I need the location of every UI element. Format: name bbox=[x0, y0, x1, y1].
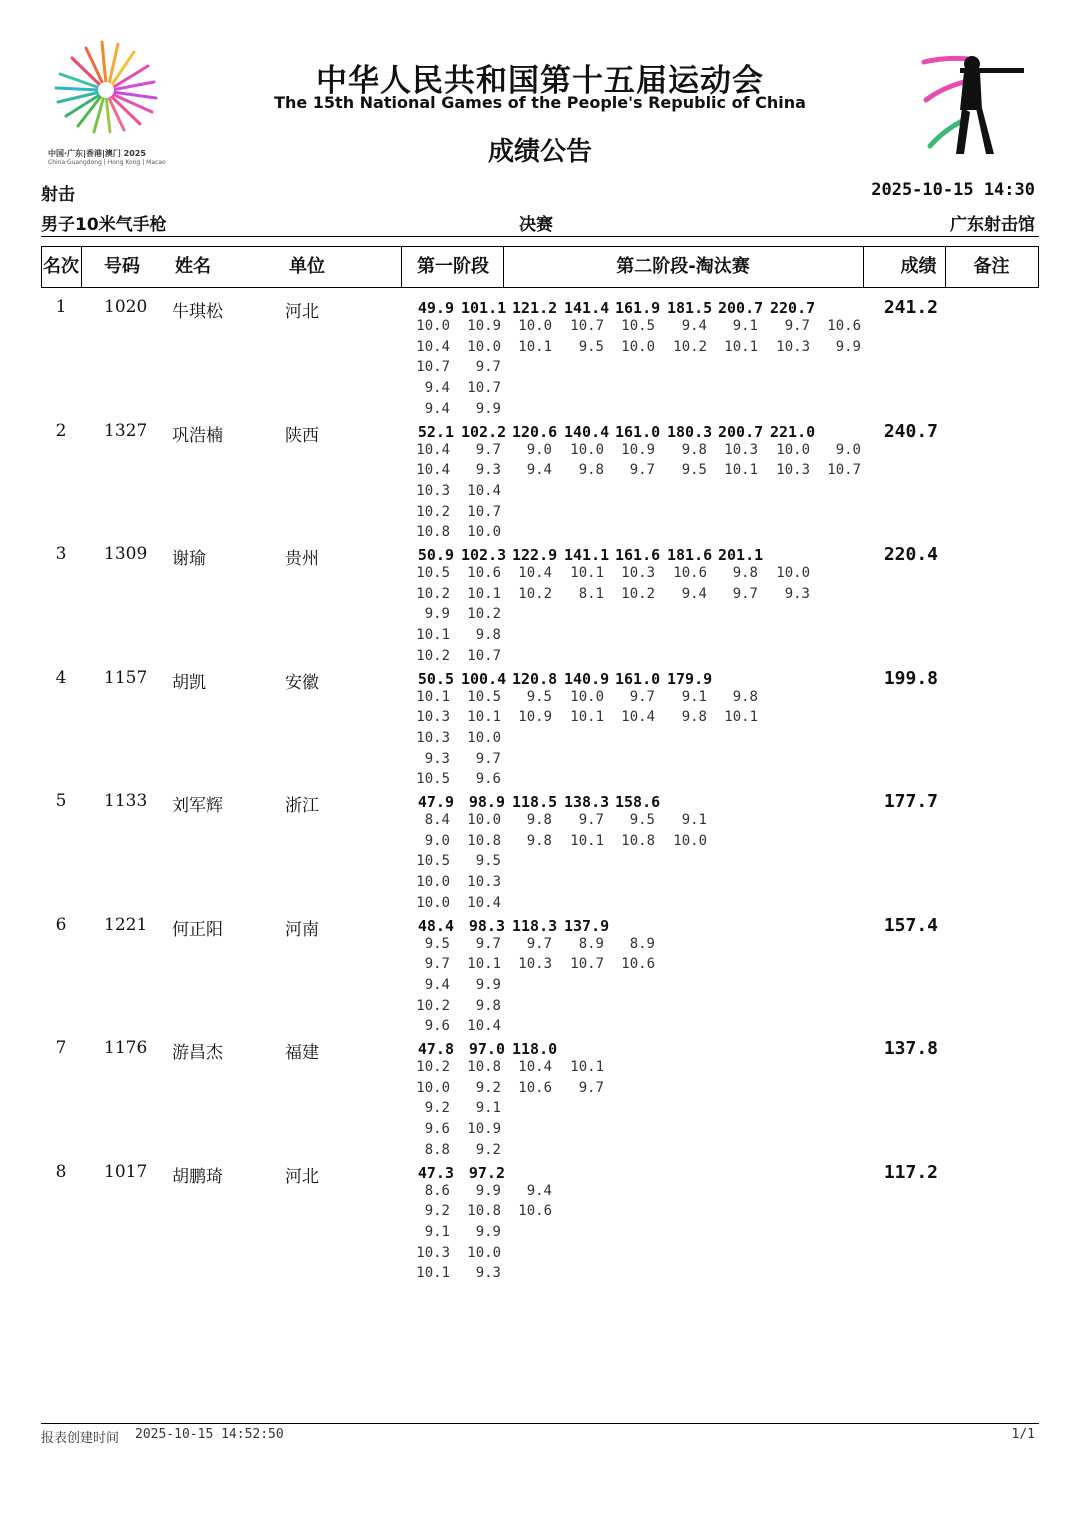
stage2-shot: 9.4 bbox=[681, 318, 707, 334]
stage1-shot: 9.3 bbox=[424, 750, 450, 767]
stage2-shot: 9.4 bbox=[681, 585, 707, 602]
col-rank: 名次 bbox=[43, 256, 79, 277]
cumulative-score: 97.0 bbox=[468, 1040, 505, 1058]
stage1-shot: 10.4 bbox=[416, 441, 450, 458]
athlete-name: 胡凯 bbox=[172, 672, 206, 693]
cumulative-score: 52.1 bbox=[417, 422, 454, 441]
stage2-shot: 10.0 bbox=[570, 688, 604, 705]
stage1-shot: 10.3 bbox=[416, 482, 450, 499]
stage1-shot: 9.0 bbox=[424, 832, 450, 849]
stage2-shot: 9.7 bbox=[784, 318, 810, 334]
team-cell: 浙江 bbox=[285, 796, 319, 816]
bib-cell: 1017 bbox=[104, 1161, 148, 1182]
cumulative-score: 220.7 bbox=[770, 299, 816, 317]
stage2-shot: 9.7 bbox=[578, 812, 604, 828]
stage1-shot: 9.5 bbox=[475, 853, 501, 870]
stage1-shot: 10.1 bbox=[416, 688, 450, 705]
stage2-shot: 8.9 bbox=[578, 935, 604, 952]
stage2-shot: 10.6 bbox=[518, 1079, 552, 1096]
cumulative-score: 180.3 bbox=[667, 422, 713, 441]
cumulative-score: 141.1 bbox=[564, 546, 610, 564]
cumulative-score: 200.7 bbox=[718, 299, 764, 317]
stage2-shot: 9.7 bbox=[629, 462, 655, 479]
stage1-shot: 9.4 bbox=[424, 380, 450, 397]
stage1-shot: 10.7 bbox=[467, 380, 501, 397]
stage1-shot: 10.3 bbox=[416, 709, 450, 726]
stage2-shot: 9.9 bbox=[835, 338, 861, 355]
logo-caption: 中国·广东|香港|澳门 2025 bbox=[48, 149, 146, 158]
cumulative-score: 47.8 bbox=[417, 1040, 454, 1058]
cumulative-score: 98.9 bbox=[468, 793, 505, 811]
stage2-shot: 10.7 bbox=[827, 462, 861, 479]
cumulative-score: 102.2 bbox=[461, 422, 507, 441]
stage2-shot: 8.1 bbox=[578, 585, 604, 602]
stage2-shot: 10.4 bbox=[518, 1059, 552, 1075]
stage1-shot: 9.1 bbox=[475, 1100, 501, 1117]
stage1-shot: 10.9 bbox=[467, 318, 501, 334]
stage2-shot: 10.2 bbox=[673, 338, 707, 355]
stage2-shot: 10.1 bbox=[724, 709, 758, 726]
stage1-shot: 10.0 bbox=[416, 1079, 450, 1096]
stage2-shot: 10.0 bbox=[776, 565, 810, 581]
stage2-shot: 9.8 bbox=[526, 812, 552, 828]
stage2-shot: 10.4 bbox=[621, 709, 655, 726]
stage1-shot: 10.3 bbox=[467, 874, 501, 891]
cumulative-score: 120.6 bbox=[512, 422, 558, 441]
stage1-shot: 10.8 bbox=[467, 1203, 501, 1220]
logo-caption-en: China·Guangdong | Hong Kong | Macao bbox=[48, 159, 166, 166]
stage1-shot: 10.9 bbox=[467, 1121, 501, 1138]
athlete-name: 牛琪松 bbox=[172, 302, 223, 322]
athlete-name: 刘军辉 bbox=[172, 796, 223, 816]
athlete-name: 胡鹏琦 bbox=[172, 1166, 223, 1187]
stage2-shot: 10.0 bbox=[673, 832, 707, 849]
cumulative-score: 118.3 bbox=[512, 916, 558, 935]
team-cell: 河北 bbox=[285, 302, 319, 322]
stage1-shot: 10.0 bbox=[416, 874, 450, 891]
cumulative-score: 47.9 bbox=[417, 793, 454, 811]
bib-cell: 1309 bbox=[104, 544, 148, 564]
cumulative-score: 181.6 bbox=[667, 546, 713, 564]
stage1-shot: 9.1 bbox=[424, 1223, 450, 1240]
cumulative-score: 98.3 bbox=[468, 916, 505, 935]
page-title-en: The 15th National Games of the People's Republic of China bbox=[274, 93, 806, 112]
stage1-shot: 10.0 bbox=[416, 318, 450, 334]
report-subtitle: 成绩公告 bbox=[487, 137, 592, 167]
stage2-shot: 10.5 bbox=[621, 318, 655, 334]
stage2-shot: 9.7 bbox=[732, 585, 758, 602]
cumulative-score: 50.5 bbox=[417, 669, 454, 688]
stage1-shot: 10.5 bbox=[416, 771, 450, 788]
cumulative-score: 161.0 bbox=[615, 669, 661, 688]
page-title: 中华人民共和国第十五届运动会 bbox=[316, 63, 764, 99]
stage2-shot: 10.9 bbox=[518, 709, 552, 726]
stage1-shot: 9.2 bbox=[475, 1079, 501, 1096]
team-cell: 贵州 bbox=[285, 549, 319, 569]
col-name: 姓名 bbox=[175, 256, 211, 277]
stage1-shot: 10.0 bbox=[467, 812, 501, 828]
stage2-shot: 9.8 bbox=[681, 441, 707, 458]
athlete-name: 游昌杰 bbox=[172, 1043, 223, 1063]
stage1-shot: 10.4 bbox=[416, 338, 450, 355]
stage2-shot: 9.8 bbox=[732, 565, 758, 581]
stage2-shot: 9.8 bbox=[578, 462, 604, 479]
cumulative-score: 200.7 bbox=[718, 422, 764, 441]
athlete-name: 何正阳 bbox=[172, 919, 223, 940]
stage1-shot: 10.2 bbox=[416, 997, 450, 1014]
stage1-shot: 10.4 bbox=[467, 482, 501, 499]
stage2-shot: 10.3 bbox=[776, 462, 810, 479]
cumulative-score: 140.9 bbox=[564, 669, 610, 688]
venue-name: 广东射击馆 bbox=[950, 215, 1035, 235]
team-cell: 安徽 bbox=[285, 672, 319, 693]
stage2-shot: 9.8 bbox=[681, 709, 707, 726]
stage2-shot: 9.4 bbox=[526, 462, 552, 479]
stage2-shot: 9.8 bbox=[732, 688, 758, 705]
stage2-shot: 9.4 bbox=[526, 1182, 552, 1199]
team-cell: 河北 bbox=[285, 1166, 319, 1187]
stage2-shot: 9.1 bbox=[681, 812, 707, 828]
cumulative-score: 100.4 bbox=[461, 669, 507, 688]
stage2-shot: 10.3 bbox=[724, 441, 758, 458]
col-bib: 号码 bbox=[104, 256, 140, 277]
stage1-shot: 10.7 bbox=[416, 359, 450, 376]
stage1-shot: 9.9 bbox=[475, 976, 501, 993]
stage1-shot: 10.8 bbox=[467, 832, 501, 849]
report-datetime: 2025-10-15 14:30 bbox=[871, 180, 1035, 200]
stage2-shot: 10.0 bbox=[776, 441, 810, 458]
team-cell: 陕西 bbox=[285, 425, 319, 446]
stage2-shot: 9.7 bbox=[629, 688, 655, 705]
stage1-shot: 10.2 bbox=[416, 503, 450, 520]
total-score: 137.8 bbox=[883, 1038, 938, 1059]
stage1-shot: 10.0 bbox=[467, 338, 501, 355]
stage1-shot: 10.0 bbox=[467, 524, 501, 541]
stage2-shot: 9.0 bbox=[526, 441, 552, 458]
rank-cell: 6 bbox=[55, 914, 67, 935]
cumulative-score: 50.9 bbox=[417, 546, 454, 564]
stage1-shot: 9.7 bbox=[475, 359, 501, 376]
stage2-shot: 10.3 bbox=[776, 338, 810, 355]
stage1-shot: 10.3 bbox=[416, 1244, 450, 1261]
stage1-shot: 10.4 bbox=[467, 1018, 501, 1035]
stage2-shot: 9.0 bbox=[835, 441, 861, 458]
stage1-shot: 9.8 bbox=[475, 627, 501, 644]
stage2-shot: 10.8 bbox=[621, 832, 655, 849]
stage1-shot: 10.1 bbox=[467, 956, 501, 973]
stage2-shot: 10.6 bbox=[518, 1203, 552, 1220]
total-score: 240.7 bbox=[883, 420, 938, 442]
stage1-shot: 10.5 bbox=[416, 565, 450, 581]
stage2-shot: 10.3 bbox=[621, 565, 655, 581]
total-score: 177.7 bbox=[883, 791, 938, 812]
stage1-shot: 9.7 bbox=[475, 935, 501, 952]
stage1-shot: 10.0 bbox=[467, 1244, 501, 1261]
stage1-shot: 10.3 bbox=[416, 729, 450, 746]
stage1-shot: 10.5 bbox=[467, 688, 501, 705]
stage2-shot: 10.7 bbox=[570, 956, 604, 973]
stage2-shot: 10.2 bbox=[621, 585, 655, 602]
stage1-shot: 9.7 bbox=[475, 441, 501, 458]
stage1-shot: 10.1 bbox=[416, 1265, 450, 1282]
page-number: 1/1 bbox=[1011, 1427, 1035, 1442]
stage1-shot: 10.1 bbox=[467, 709, 501, 726]
total-score: 199.8 bbox=[883, 667, 938, 689]
stage2-shot: 9.5 bbox=[578, 338, 604, 355]
stage1-shot: 9.2 bbox=[475, 1141, 501, 1158]
stage2-shot: 9.7 bbox=[526, 935, 552, 952]
stage1-shot: 10.1 bbox=[416, 627, 450, 644]
bib-cell: 1327 bbox=[104, 420, 148, 441]
total-score: 220.4 bbox=[883, 544, 938, 565]
stage1-shot: 9.4 bbox=[424, 400, 450, 417]
stage1-shot: 9.3 bbox=[475, 1265, 501, 1282]
stage1-shot: 8.8 bbox=[424, 1141, 450, 1158]
cumulative-score: 137.9 bbox=[564, 916, 610, 935]
cumulative-score: 138.3 bbox=[564, 793, 610, 811]
stage2-shot: 10.1 bbox=[518, 338, 552, 355]
cumulative-score: 101.1 bbox=[461, 299, 507, 317]
col-stage1: 第一阶段 bbox=[417, 256, 489, 277]
stage1-shot: 10.4 bbox=[416, 462, 450, 479]
bib-cell: 1157 bbox=[104, 667, 148, 688]
athlete-name: 巩浩楠 bbox=[172, 425, 223, 446]
cumulative-score: 179.9 bbox=[667, 669, 713, 688]
footer-divider bbox=[41, 1423, 1039, 1424]
stage2-shot: 9.7 bbox=[578, 1079, 604, 1096]
stage2-shot: 8.9 bbox=[629, 935, 655, 952]
rank-cell: 8 bbox=[55, 1161, 67, 1182]
stage2-shot: 10.1 bbox=[570, 565, 604, 581]
stage1-shot: 9.6 bbox=[475, 771, 501, 788]
stage1-shot: 9.6 bbox=[424, 1018, 450, 1035]
stage1-shot: 10.1 bbox=[467, 585, 501, 602]
created-at: 2025-10-15 14:52:50 bbox=[135, 1427, 284, 1442]
col-team: 单位 bbox=[289, 256, 325, 277]
stage1-shot: 10.2 bbox=[416, 647, 450, 664]
team-cell: 河南 bbox=[285, 919, 319, 940]
rank-cell: 1 bbox=[55, 297, 67, 317]
stage2-shot: 10.3 bbox=[518, 956, 552, 973]
stage2-shot: 9.1 bbox=[681, 688, 707, 705]
stage1-shot: 8.4 bbox=[424, 812, 450, 828]
stage2-shot: 10.6 bbox=[621, 956, 655, 973]
stage2-shot: 10.4 bbox=[518, 565, 552, 581]
stage2-shot: 10.1 bbox=[570, 1059, 604, 1075]
stage1-shot: 10.2 bbox=[467, 606, 501, 623]
stage2-shot: 10.9 bbox=[621, 441, 655, 458]
stage1-shot: 8.6 bbox=[424, 1182, 450, 1199]
athlete-name: 谢瑜 bbox=[172, 549, 206, 569]
stage1-shot: 10.5 bbox=[416, 853, 450, 870]
stage2-shot: 10.0 bbox=[518, 318, 552, 334]
stage1-shot: 10.4 bbox=[467, 894, 501, 911]
rank-cell: 3 bbox=[55, 544, 67, 564]
cumulative-score: 97.2 bbox=[468, 1163, 505, 1182]
bib-cell: 1176 bbox=[104, 1038, 148, 1058]
cumulative-score: 201.1 bbox=[718, 546, 764, 564]
total-score: 157.4 bbox=[883, 914, 938, 936]
stage1-shot: 9.9 bbox=[475, 1182, 501, 1199]
rank-cell: 4 bbox=[55, 667, 67, 688]
stage1-shot: 9.3 bbox=[475, 462, 501, 479]
stage1-shot: 10.0 bbox=[416, 894, 450, 911]
stage2-shot: 10.1 bbox=[570, 832, 604, 849]
stage2-shot: 9.8 bbox=[526, 832, 552, 849]
cumulative-score: 141.4 bbox=[564, 299, 610, 317]
header-divider bbox=[41, 236, 1039, 237]
stage2-shot: 10.1 bbox=[724, 462, 758, 479]
stage2-shot: 10.1 bbox=[724, 338, 758, 355]
stage1-shot: 10.2 bbox=[416, 1059, 450, 1075]
stage1-shot: 9.9 bbox=[424, 606, 450, 623]
cumulative-score: 120.8 bbox=[512, 669, 558, 688]
stage2-shot: 10.0 bbox=[621, 338, 655, 355]
cumulative-score: 161.6 bbox=[615, 546, 661, 564]
total-score: 241.2 bbox=[883, 297, 938, 318]
sport-label: 射击 bbox=[41, 185, 75, 205]
stage2-shot: 9.5 bbox=[681, 462, 707, 479]
created-label: 报表创建时间 bbox=[41, 1431, 120, 1446]
stage1-shot: 9.5 bbox=[424, 935, 450, 952]
cumulative-score: 48.4 bbox=[417, 916, 454, 935]
cumulative-score: 161.0 bbox=[615, 422, 661, 441]
col-stage2: 第二阶段-淘汰赛 bbox=[616, 256, 750, 277]
cumulative-score: 122.9 bbox=[512, 546, 558, 564]
cumulative-score: 158.6 bbox=[615, 793, 661, 811]
stage2-shot: 10.6 bbox=[827, 318, 861, 334]
stage2-shot: 9.3 bbox=[784, 585, 810, 602]
rank-cell: 7 bbox=[55, 1038, 67, 1058]
stage1-shot: 9.7 bbox=[424, 956, 450, 973]
stage2-shot: 9.5 bbox=[629, 812, 655, 828]
stage2-shot: 9.5 bbox=[526, 688, 552, 705]
rank-cell: 5 bbox=[55, 791, 67, 811]
cumulative-score: 102.3 bbox=[461, 546, 507, 564]
cumulative-score: 118.5 bbox=[512, 793, 558, 811]
cumulative-score: 140.4 bbox=[564, 422, 610, 441]
stage1-shot: 9.4 bbox=[424, 976, 450, 993]
table-header bbox=[41, 246, 1039, 288]
stage1-shot: 9.8 bbox=[475, 997, 501, 1014]
bib-cell: 1221 bbox=[104, 914, 148, 935]
stage2-shot: 10.1 bbox=[570, 709, 604, 726]
cumulative-score: 118.0 bbox=[512, 1040, 558, 1058]
stage2-shot: 10.0 bbox=[570, 441, 604, 458]
stage1-shot: 9.9 bbox=[475, 400, 501, 417]
event-phase: 决赛 bbox=[519, 215, 553, 235]
cumulative-score: 49.9 bbox=[417, 299, 454, 317]
cumulative-score: 221.0 bbox=[770, 422, 816, 441]
stage1-shot: 10.8 bbox=[467, 1059, 501, 1075]
stage1-shot: 10.2 bbox=[416, 585, 450, 602]
stage1-shot: 9.6 bbox=[424, 1121, 450, 1138]
stage2-shot: 10.2 bbox=[518, 585, 552, 602]
stage2-shot: 9.1 bbox=[732, 318, 758, 334]
stage1-shot: 9.9 bbox=[475, 1223, 501, 1240]
bib-cell: 1020 bbox=[104, 297, 148, 317]
stage1-shot: 9.7 bbox=[475, 750, 501, 767]
total-score: 117.2 bbox=[883, 1161, 938, 1183]
cumulative-score: 121.2 bbox=[512, 299, 558, 317]
stage1-shot: 10.8 bbox=[416, 524, 450, 541]
stage1-shot: 9.2 bbox=[424, 1100, 450, 1117]
stage1-shot: 10.7 bbox=[467, 647, 501, 664]
stage1-shot: 9.2 bbox=[424, 1203, 450, 1220]
cumulative-score: 161.9 bbox=[615, 299, 661, 317]
col-remark: 备注 bbox=[973, 256, 1010, 277]
team-cell: 福建 bbox=[285, 1043, 319, 1063]
cumulative-score: 181.5 bbox=[667, 299, 713, 317]
stage2-shot: 10.7 bbox=[570, 318, 604, 334]
event-name: 男子10米气手枪 bbox=[41, 215, 167, 235]
stage1-shot: 10.6 bbox=[467, 565, 501, 581]
rank-cell: 2 bbox=[55, 420, 67, 441]
stage2-shot: 10.6 bbox=[673, 565, 707, 581]
cumulative-score: 47.3 bbox=[417, 1163, 454, 1182]
bib-cell: 1133 bbox=[104, 791, 148, 811]
col-total: 成绩 bbox=[900, 256, 937, 277]
stage1-shot: 10.7 bbox=[467, 503, 501, 520]
stage1-shot: 10.0 bbox=[467, 729, 501, 746]
